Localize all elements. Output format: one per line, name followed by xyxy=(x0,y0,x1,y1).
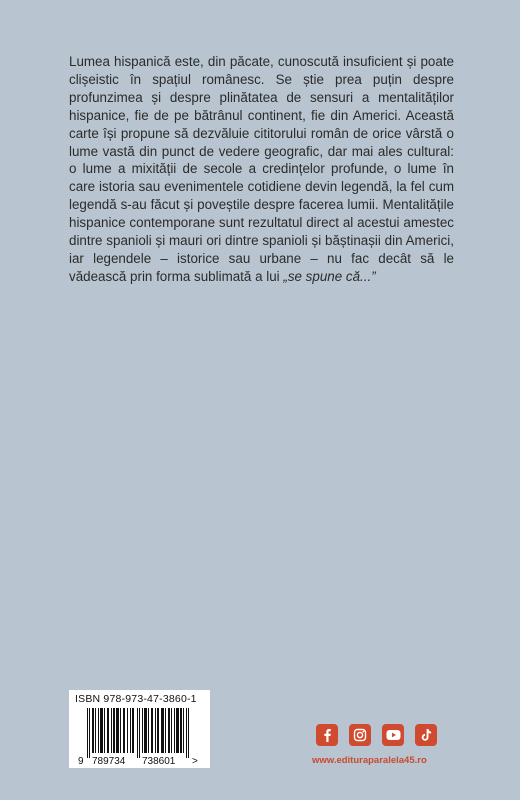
barcode-digits-group2: 738601 xyxy=(142,756,176,765)
youtube-icon[interactable] xyxy=(382,724,404,746)
blurb-quote: „se spune că...” xyxy=(283,268,376,284)
tiktok-icon[interactable] xyxy=(415,724,437,746)
instagram-icon[interactable] xyxy=(349,724,371,746)
barcode-digit-end: > xyxy=(192,756,198,765)
social-links xyxy=(316,724,437,746)
barcode-icon xyxy=(78,708,202,765)
barcode-digit-first: 9 xyxy=(78,756,84,765)
isbn-barcode xyxy=(69,690,210,768)
barcode-digits-group1: 789734 xyxy=(92,756,126,765)
facebook-icon[interactable] xyxy=(316,724,338,746)
isbn-label: ISBN 978-973-47-3860-1 xyxy=(75,693,197,705)
back-cover-blurb xyxy=(69,53,454,286)
publisher-website[interactable]: www.edituraparalela45.ro xyxy=(312,755,427,766)
blurb-text: Lumea hispanică este, din păcate, cunoscută insuficient și poate clișeistic în spațiul românesc. Se știe prea puțin despre profunzimea și despre plinătatea de sensuri a mentalităților hispanice, fie de pe bătrânul continent, fie din Americi. Această carte își propune să dezvăluie cititorului român de orice vârstă o lume vastă din punct de vedere geografic, dar mai ales cultural: o lume a mixității de secole a credințelor profunde, o lume în care istoria sau evenimentele cotidiene devin legendă, la fel cum legendă s-au făcut și poveștile despre facerea lumii. Mentalitățile hispanice contemporane sunt rezultatul direct al acestui amestec dintre spanioli și mauri ori dintre spanioli și băștinașii din Americi, iar legendele – istorice sau urbane – nu fac decât să le vădească prin forma sublimată a lui xyxy=(69,54,454,284)
